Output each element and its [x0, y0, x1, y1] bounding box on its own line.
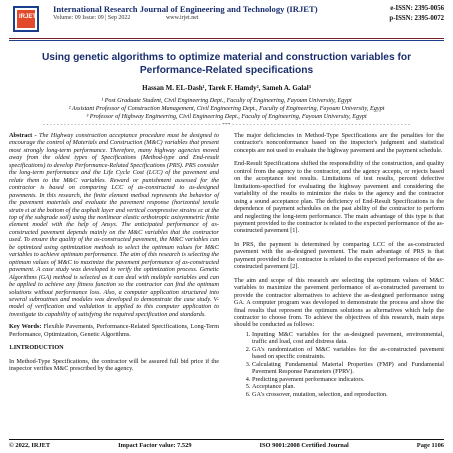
paragraph-prs: In PRS, the payment is determined by comparing LCC of the as-constructed pavement with the as-designed pavement. The main advantage of PRS is that payment provided to the contractor is related to the expected performance of the as-constructed pavement [2].	[234, 240, 444, 271]
affiliation-1: ¹ Post Graduate Student, Civil Engineering Dept., Faculty of Engineering, Fayoum University, Egypt	[101, 97, 352, 104]
separator-line: - - - - - - - - - - - - - - - - - - - - - - - - - - - - - - - - - - - - - - - - - - - - - - - - - - - *** - - - - - - - - - - - - - - - - - - - - - - - - - - - - - - - - - - - - - - - - - - - - - - - - - - -	[43, 123, 410, 128]
abstract-text: The Highway construction acceptance procedure must be designed to encourage the control of Materials and Construction (M&C) variables that present most strongly long-term performance. Therefore, many highway agencies moved away from the oldest types of Specifications (Method-type and End-result specifications) to develop Performance-Related Specifications (PRS). PRS consider the long-term performance and the Life Cycle Cost (LCC) of the pavement and relate them to the M&C variables. Reward or punishment assessed for the contractor is based on comparing LCC of as-constructed to as-designed pavements. In this research, the finite element method represents the behavior of the pavement materials and evaluate the pavement response (horizontal tensile strain εt at the bottom of the asphalt layer and vertical compressive strains εc at the top of the subgrade soil) using the nonlinear elastic orthotropic axisymmetric finite element model with the help of Ansys. The anticipated performance of as-constructed pavement depends mainly on the M&C variables that the contractor used. To ensure the quality of the as-constructed pavement, the M&C variables can be optimized using optimization methods to select the optimum values for M&C variables to achieve optimum performance. The aim of this research is selecting the optimum values of M&C to maximize the pavement performance of as-constructed pavement. A case study was developed to verify the optimization process. Genetic Algorithms (GA) method is selected as it can deal with multiple variables and can be applied to achieve any fitness function so the contractor can find the optimum solutions without performance loss. Also, a computer application structured into several subroutines and modules was developed to demonstrate the case study. V-model of verification and validation is applied to this computer application to investigate its capability of satisfying the required specification and standards.	[9, 132, 220, 318]
list-item: 5. Acceptance plan.	[252, 383, 444, 390]
footer-iso: ISO 9001:2008 Certified Journal	[259, 442, 349, 449]
journal-header	[9, 4, 444, 38]
abstract-label: Abstract -	[9, 132, 37, 139]
page-footer	[9, 439, 444, 449]
paragraph-end-result: End-Result Specifications shifted the responsibility of the construction, and quality control from the agency to the contractor, and the agency accepts, or rejects based on the acceptance test results. Limitations of test results, percent defective limitations-specified for evaluating the highway pavement and considering the variability of the results to minimize the risks to the agency and the contractor using a sound acceptance plan. The deficiency of End-Result Specifications is the dependence of payment schedules on the past ability of the contractor to perform and neglecting the long-term performance. The main advantage of this type is that payment provided to the contractor is related to the expected performance of the as-constructed pavement [1].	[234, 160, 444, 235]
header-rule	[9, 38, 444, 39]
list-item: 2. GA's randomization of M&C variables for the as-constructed pavement based on specific constraints.	[252, 346, 444, 361]
logo-text: IRJET	[19, 14, 37, 20]
list-item: 4. Predicting pavement performance indicators.	[252, 376, 444, 383]
separator-stars: ***	[222, 123, 231, 128]
eissn: e-ISSN: 2395-0056	[390, 5, 444, 12]
volume-issue: Volume: 09 Issue: 09 | Sep 2022	[53, 15, 131, 21]
keywords-text: Flexible Pavements, Performance-Related Specifications, Long-Term Performance, Optimization, Genetic Algorithms.	[9, 323, 219, 338]
journal-name: International Research Journal of Engineering and Technology (IRJET)	[53, 4, 318, 14]
intro-heading: 1.INTRODUCTION	[9, 344, 64, 352]
paper-title: Using genetic algorithms to optimize material and construction variables for Performance-Related specifications	[41, 52, 412, 76]
footer-impact-factor: Impact Factor value: 7.529	[118, 442, 192, 449]
right-column	[234, 132, 444, 398]
journal-website[interactable]: www.irjet.net	[165, 15, 199, 21]
affiliation-3: ³ Professor of Highway Engineering, Civil Engineering Dept., Faculty of Engineering, Fayoum University, Egypt	[86, 113, 367, 120]
affiliation-2: ² Assistant Professor of Construction Management, Civil Engineering Dept., Faculty of Engineering, Fayoum University, Egypt	[68, 105, 385, 112]
footer-copyright: © 2022, IRJET	[9, 442, 51, 449]
header-rule-2	[9, 40, 444, 41]
keywords	[9, 323, 219, 338]
abstract	[9, 132, 219, 318]
intro-paragraph: In Method-Type Specifications, the contractor will be assured full bid price if the inspector verifies M&C prescribed by the agency.	[9, 357, 219, 373]
footer-page-number: Page 1106	[416, 442, 444, 449]
list-item: 3. Calculating Fundamental Material Properties (FMP) and Fundamental Pavement Response Parameters (FPRV).	[252, 361, 444, 376]
paper-authors: Hassan M. EL-Dash¹, Tarek F. Hamdy², Sameh A. Galal³	[142, 84, 311, 92]
steps-list	[234, 331, 444, 398]
pissn: p-ISSN: 2395-0072	[389, 15, 444, 22]
paragraph-aim: The aim and scope of this research are selecting the optimum values of M&C variables to maximize the pavement performance of as-constructed pavement to provide the contractor alternatives to achieve the as-designed performance using GA. A computer program was developed to demonstrate the process and show the final results that represent the optimum solutions as alternatives which help the contractor to choose from. To achieve the objectives of this research, main steps should be conducted as follows:	[234, 276, 444, 329]
journal-logo	[9, 4, 49, 34]
paragraph-method-type: The major deficiencies in Method-Type Specifications are the penalties for the contractor's nonconformance based on the inspector's judgment and statistical concepts are not used to evaluate the highway pavement and the payment schedule.	[234, 132, 444, 154]
body-columns	[9, 132, 444, 398]
list-item: 1. Inputting M&C variables for the as-designed pavement, environmental, traffic and load, cost and distress data.	[252, 331, 444, 346]
list-item: 6. GA's crossover, mutation, selection, and reproduction.	[252, 391, 444, 398]
left-column	[9, 132, 219, 398]
keywords-label: Key Words:	[9, 323, 42, 331]
